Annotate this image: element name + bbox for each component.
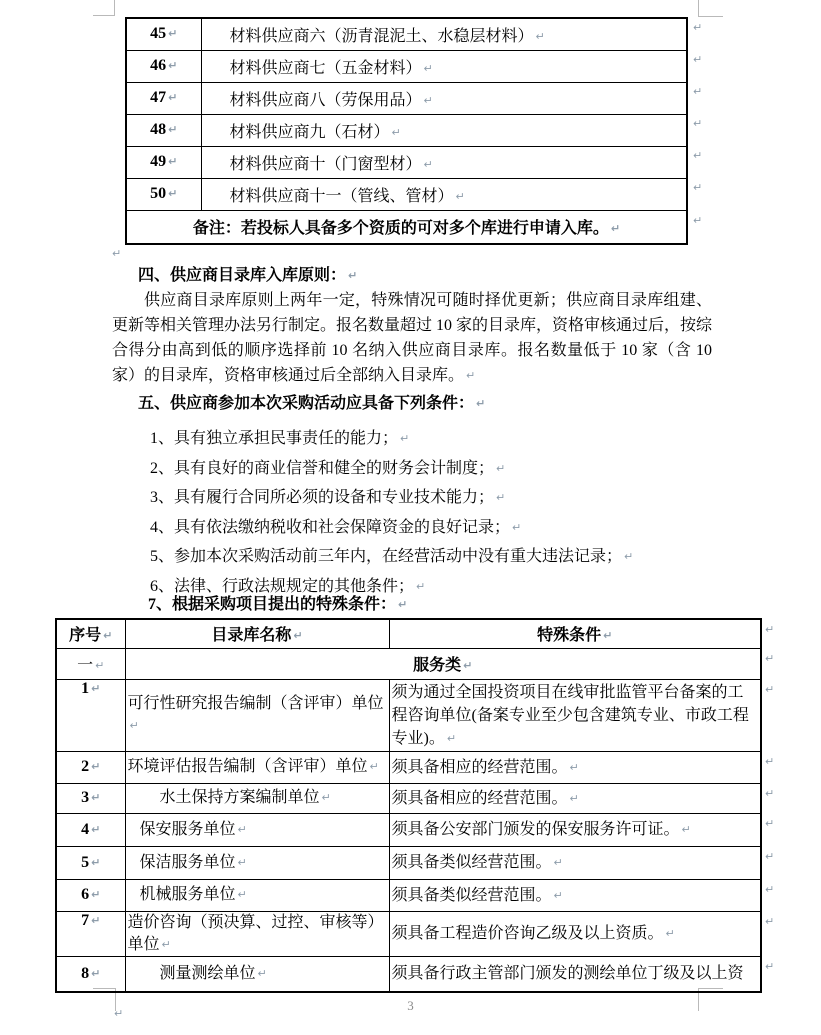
paragraph-mark-icon: ↵	[91, 913, 101, 927]
supplier-name: 材料供应商十（门窗型材） ↵	[201, 146, 687, 178]
page-number: 3	[407, 998, 414, 1013]
paragraph-mark-icon: ↵	[512, 520, 522, 534]
table-row	[56, 783, 761, 813]
paragraph-mark-icon: ↵	[765, 787, 775, 800]
section-four-body: 供应商目录库原则上两年一定，特殊情况可随时择优更新；供应商目录库组建、更新等相关管理办法另行制定。报名数量超过 10 家的目录库，资格审核通过后，按综合得分由高到低的顺序选择前 10 名纳入供应商目录库。报名数量低于 10 家（含 10 家）的目录库，资格审核通过后全部纳入目录库。 ↵	[112, 292, 713, 384]
table-row	[56, 911, 761, 956]
paragraph-mark-icon: ↵	[476, 397, 486, 410]
special-conditions-table	[55, 618, 762, 993]
column-header-condition: 特殊条件 ↵	[389, 619, 761, 648]
table-row	[126, 82, 687, 114]
paragraph-mark-icon: ↵	[765, 652, 775, 665]
condition-item: 5、参加本次采购活动前三年内，在经营活动中没有重大违法记录； ↵	[150, 548, 634, 565]
catalog-name: 保洁服务单位 ↵	[125, 846, 389, 879]
paragraph-mark-icon: ↵	[624, 550, 634, 563]
paragraph-mark-icon: ↵	[168, 155, 178, 168]
table-row	[126, 18, 687, 50]
table-note-row	[126, 210, 687, 244]
paragraph-mark-icon: ↵	[569, 791, 579, 805]
catalog-name: 环境评估报告编制（含评审）单位 ↵	[125, 751, 389, 783]
table-header-row	[56, 619, 761, 648]
paragraph-mark-icon: ↵	[168, 91, 178, 104]
paragraph-mark-icon: ↵	[446, 731, 457, 745]
paragraph-mark-icon: ↵	[168, 123, 178, 136]
paragraph-mark-icon: ↵	[91, 966, 101, 980]
paragraph-mark-icon: ↵	[693, 85, 703, 98]
category-row	[56, 648, 761, 679]
row-number: 3 ↵	[56, 783, 125, 813]
paragraph-mark-icon: ↵	[693, 21, 703, 34]
paragraph-mark-icon: ↵	[237, 855, 247, 869]
table-row	[126, 146, 687, 178]
paragraph-mark-icon: ↵	[293, 629, 303, 643]
paragraph-mark-icon: ↵	[610, 222, 621, 236]
condition-text: 须具备类似经营范围。 ↵	[389, 879, 761, 911]
row-number: 46 ↵	[126, 50, 201, 82]
paragraph-mark-icon: ↵	[168, 187, 178, 200]
table-row	[126, 114, 687, 146]
paragraph-mark-icon: ↵	[398, 598, 408, 611]
paragraph-mark-icon: ↵	[765, 683, 775, 696]
section-five-heading: 五、供应商参加本次采购活动应具备下列条件： ↵	[138, 395, 486, 412]
row-number: 49 ↵	[126, 146, 201, 178]
category-number: 一 ↵	[56, 648, 125, 679]
section-four-heading: 四、供应商目录库入库原则： ↵	[138, 267, 358, 284]
supplier-name: 材料供应商七（五金材料） ↵	[201, 50, 687, 82]
paragraph-mark-icon: ↵	[535, 29, 545, 43]
paragraph-mark-icon: ↵	[569, 760, 579, 774]
catalog-name: 测量测绘单位 ↵	[125, 956, 389, 992]
supplier-name: 材料供应商九（石材） ↵	[201, 114, 687, 146]
paragraph-mark-icon: ↵	[765, 960, 775, 973]
condition-text: 须具备类似经营范围。 ↵	[389, 846, 761, 879]
paragraph-mark-icon: ↵	[112, 247, 122, 260]
column-header-no: 序号 ↵	[56, 619, 125, 648]
supplier-name: 材料供应商六（沥青混泥土、水稳层材料） ↵	[201, 18, 687, 50]
paragraph-mark-icon: ↵	[348, 269, 358, 282]
paragraph-mark-icon: ↵	[423, 61, 433, 75]
paragraph-mark-icon: ↵	[114, 1007, 124, 1020]
paragraph-mark-icon: ↵	[693, 53, 703, 66]
paragraph-mark-icon: ↵	[496, 491, 506, 504]
row-number: 48 ↵	[126, 114, 201, 146]
paragraph-mark-icon: ↵	[91, 681, 101, 695]
paragraph-mark-icon: ↵	[466, 369, 476, 382]
table-note: 备注：若投标人具备多个资质的可对多个库进行申请入库。 ↵	[126, 210, 687, 244]
table-row	[56, 879, 761, 911]
supplier-table	[125, 17, 688, 245]
paragraph-mark-icon: ↵	[416, 579, 426, 593]
paragraph-mark-icon: ↵	[463, 659, 473, 672]
paragraph-mark-icon: ↵	[91, 888, 101, 901]
condition-list	[112, 424, 732, 601]
supplier-name: 材料供应商八（劳保用品） ↵	[201, 82, 687, 114]
category-label: 服务类 ↵	[125, 648, 761, 679]
paragraph-mark-icon: ↵	[91, 760, 101, 773]
table-row	[126, 178, 687, 210]
row-number: 1 ↵	[56, 679, 125, 751]
paragraph-mark-icon: ↵	[765, 623, 775, 636]
catalog-name: 水土保持方案编制单位 ↵	[125, 783, 389, 813]
paragraph-mark-icon: ↵	[168, 27, 178, 41]
paragraph-mark-icon: ↵	[423, 93, 433, 107]
table-row	[56, 846, 761, 879]
condition-item: 3、具有履行合同所必须的设备和专业技术能力； ↵	[150, 489, 506, 506]
paragraph-mark-icon: ↵	[237, 888, 247, 901]
catalog-name: 造价咨询（预决算、过控、审核等）单位 ↵	[125, 911, 389, 956]
condition-text: 须具备工程造价咨询乙级及以上资质。 ↵	[389, 911, 761, 956]
condition-text: 须为通过全国投资项目在线审批监管平台备案的工程咨询单位(备案专业至少包含建筑专业、市政工程专业)。 ↵	[389, 679, 761, 751]
item-seven-heading: 7、根据采购项目提出的特殊条件： ↵	[148, 596, 408, 613]
paragraph-mark-icon: ↵	[765, 915, 775, 928]
row-number: 47 ↵	[126, 82, 201, 114]
paragraph-mark-icon: ↵	[765, 883, 775, 896]
paragraph-mark-icon: ↵	[91, 791, 101, 804]
row-number: 50 ↵	[126, 178, 201, 210]
paragraph-mark-icon: ↵	[553, 888, 563, 902]
paragraph-mark-icon: ↵	[496, 461, 506, 475]
row-number: 4 ↵	[56, 813, 125, 846]
catalog-name: 保安服务单位 ↵	[125, 813, 389, 846]
crop-mark-top-left-icon	[93, 0, 115, 16]
crop-mark-top-right-icon	[698, 0, 723, 17]
condition-text: 须具备公安部门颁发的保安服务许可证。 ↵	[389, 813, 761, 846]
paragraph-mark-icon: ↵	[321, 791, 331, 804]
paragraph-mark-icon: ↵	[91, 822, 101, 836]
row-number: 5 ↵	[56, 846, 125, 879]
paragraph-mark-icon: ↵	[455, 189, 465, 203]
supplier-name: 材料供应商十一（管线、管材） ↵	[201, 178, 687, 210]
paragraph-mark-icon: ↵	[91, 855, 101, 869]
table-row	[56, 679, 761, 751]
paragraph-mark-icon: ↵	[103, 629, 113, 643]
table-row	[56, 813, 761, 846]
row-number: 7 ↵	[56, 911, 125, 956]
paragraph-mark-icon: ↵	[693, 149, 703, 162]
table-row	[56, 956, 761, 992]
catalog-name: 可行性研究报告编制（含评审）单位↵	[125, 679, 389, 751]
paragraph-mark-icon: ↵	[681, 823, 691, 836]
column-header-name: 目录库名称 ↵	[125, 619, 389, 648]
table-row	[56, 751, 761, 783]
paragraph-mark-icon: ↵	[161, 937, 171, 951]
paragraph-mark-icon: ↵	[693, 181, 703, 194]
paragraph-mark-icon: ↵	[423, 157, 433, 171]
paragraph-mark-icon: ↵	[603, 629, 613, 643]
paragraph-mark-icon: ↵	[765, 817, 775, 830]
condition-text: 须具备相应的经营范围。 ↵	[389, 783, 761, 813]
table-row	[126, 50, 687, 82]
paragraph-mark-icon: ↵	[400, 432, 410, 445]
row-number: 8 ↵	[56, 956, 125, 992]
paragraph-mark-icon: ↵	[369, 760, 379, 773]
row-number: 6 ↵	[56, 879, 125, 911]
catalog-name: 机械服务单位 ↵	[125, 879, 389, 911]
condition-item: 1、具有独立承担民事责任的能力； ↵	[150, 430, 410, 447]
condition-item: 6、法律、行政法规规定的其他条件； ↵	[150, 577, 426, 595]
paragraph-mark-icon: ↵	[168, 59, 178, 72]
condition-text: 须具备行政主管部门颁发的测绘单位丁级及以上资	[389, 956, 761, 992]
paragraph-mark-icon: ↵	[257, 966, 267, 980]
row-number: 45 ↵	[126, 18, 201, 50]
paragraph-mark-icon: ↵	[391, 125, 401, 139]
row-number: 2 ↵	[56, 751, 125, 783]
paragraph-mark-icon: ↵	[765, 850, 775, 863]
paragraph-mark-icon: ↵	[765, 755, 775, 768]
condition-text: 须具备相应的经营范围。 ↵	[389, 751, 761, 783]
paragraph-mark-icon: ↵	[553, 856, 563, 869]
paragraph-mark-icon: ↵	[129, 719, 139, 732]
paragraph-mark-icon: ↵	[665, 927, 675, 940]
paragraph-mark-icon: ↵	[95, 659, 105, 672]
paragraph-mark-icon: ↵	[237, 822, 247, 836]
paragraph-mark-icon: ↵	[693, 214, 703, 227]
paragraph-mark-icon: ↵	[693, 117, 703, 130]
condition-item: 2、具有良好的商业信誉和健全的财务会计制度； ↵	[150, 459, 506, 477]
condition-item: 4、具有依法缴纳税收和社会保障资金的良好记录； ↵	[150, 518, 522, 536]
